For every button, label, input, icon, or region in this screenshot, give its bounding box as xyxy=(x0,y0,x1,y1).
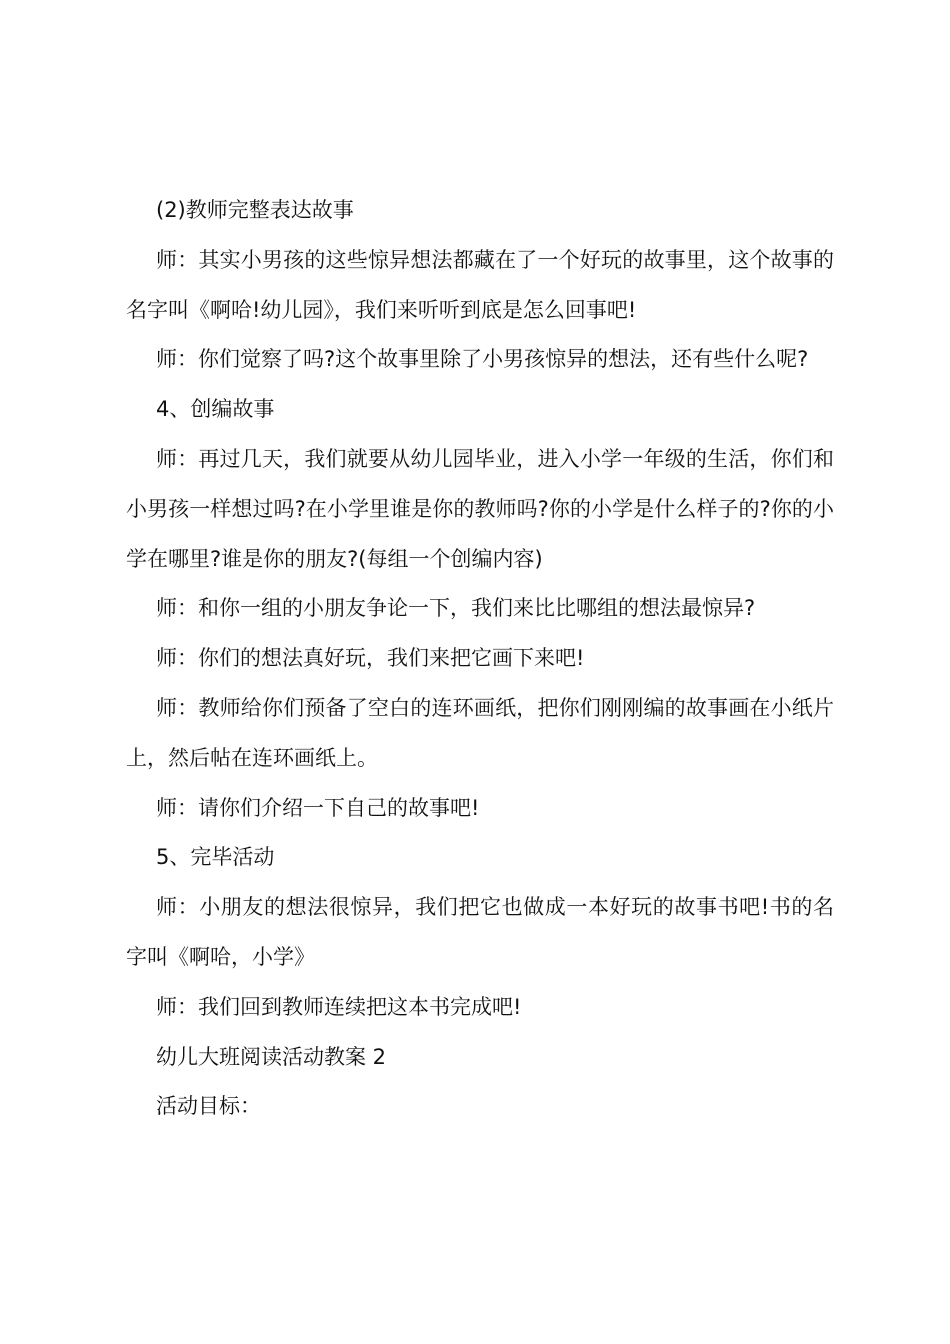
paragraph-teacher-comic-paper: 师：教师给你们预备了空白的连环画纸，把你们刚刚编的故事画在小纸片上，然后帖在连环画纸上。 xyxy=(126,695,834,770)
document-body xyxy=(126,186,834,1132)
paragraph-teacher-introduce: 师：请你们介绍一下自己的故事吧! xyxy=(156,795,480,820)
paragraph-teacher-finish: 师：我们回到教师连续把这本书完成吧! xyxy=(156,994,522,1019)
paragraph-teacher-graduation: 师：再过几天，我们就要从幼儿园毕业，进入小学一年级的生活，你们和小男孩一样想过吗?在小学里谁是你的教师吗?你的小学是什么样子的?你的小学在哪里?谁是你的朋友?(每组一个创编内容) xyxy=(126,446,834,571)
heading-step-4: 4、创编故事 xyxy=(156,397,275,422)
heading-activity-goals: 活动目标： xyxy=(156,1094,261,1119)
paragraph-teacher-story-intro: 师：其实小男孩的这些惊异想法都藏在了一个好玩的故事里，这个故事的名字叫《啊哈!幼儿园》，我们来听听到底是怎么回事吧! xyxy=(126,247,834,322)
paragraph-teacher-question: 师：你们觉察了吗?这个故事里除了小男孩惊异的想法，还有些什么呢? xyxy=(156,347,809,372)
paragraph-teacher-discuss: 师：和你一组的小朋友争论一下，我们来比比哪组的想法最惊异? xyxy=(156,596,756,621)
paragraph-teacher-draw: 师：你们的想法真好玩，我们来把它画下来吧! xyxy=(156,646,585,671)
paragraph-teacher-book: 师：小朋友的想法很惊异，我们把它也做成一本好玩的故事书吧!书的名字叫《啊哈，小学》 xyxy=(126,895,834,969)
heading-step-5: 5、完毕活动 xyxy=(156,845,275,870)
paragraph-step-2-2: (2)教师完整表达故事 xyxy=(156,198,354,222)
section-title: 幼儿大班阅读活动教案 2 xyxy=(156,1044,387,1069)
